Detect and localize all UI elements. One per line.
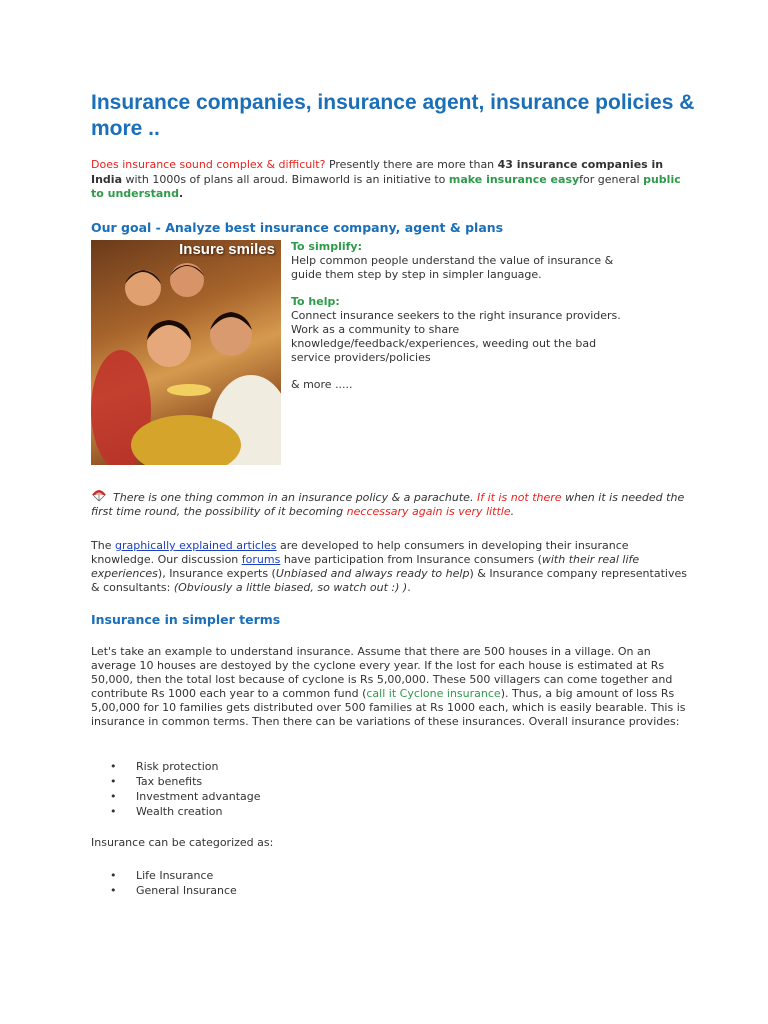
family-illustration <box>91 240 281 465</box>
categories-list <box>110 868 237 898</box>
articles-text-3: have participation from Insurance consumers ( <box>280 553 542 566</box>
cyclone-highlight: call it Cyclone insurance <box>366 687 501 700</box>
parachute-icon <box>91 488 107 500</box>
articles-paragraph <box>91 539 691 595</box>
simpler-paragraph <box>91 645 691 729</box>
list-item: • Wealth creation <box>110 804 261 819</box>
simpler-text-2: ). Thus, a big amount of loss Rs 5,00,000 for 10 families gets distributed over 500 families at Rs 1000 each, which is easily bearable. This is insurance in common terms. Then there can be variations of these insurances. Overall insurance provides: <box>91 687 686 728</box>
simpler-text-1: Let's take an example to understand insurance. Assume that there are 500 houses in a village. On an average 10 houses are destoyed by the cyclone every year. If the lost for each house is estimated at Rs 50,000, then the total lost because of cyclone is Rs 5,00,000. These 500 villagers can come together and contribute Rs 1000 each year to a common fund ( <box>91 645 673 700</box>
goal-heading: Our goal - Analyze best insurance company, agent & plans <box>91 220 504 235</box>
articles-link[interactable]: graphically explained articles <box>114 539 277 552</box>
articles-text-2: are developed to help consumers in developing their insurance knowledge. Our discussion <box>91 539 629 566</box>
intro-paragraph <box>91 158 691 202</box>
list-item: • Life Insurance <box>110 868 237 883</box>
simplify-block <box>291 240 631 282</box>
help-block <box>291 295 631 365</box>
simpler-heading: Insurance in simpler terms <box>91 612 281 627</box>
parachute-quote <box>91 488 691 519</box>
quote-highlight-2: neccessary again is very little <box>346 505 511 518</box>
articles-text-4: ), Insurance experts ( <box>157 567 276 580</box>
goal-description <box>291 240 631 405</box>
page-title: Insurance companies, insurance agent, insurance policies & more .. <box>91 91 695 140</box>
articles-text-6: . <box>407 581 411 594</box>
help-text: Connect insurance seekers to the right insurance providers. Work as a community to share knowledge/feedback/experiences, weeding out the bad service providers/policies <box>291 309 621 364</box>
family-photo <box>91 240 281 465</box>
articles-text-5: ) & Insurance company representatives & consultants: <box>91 567 687 594</box>
intro-highlight-1: make insurance easy <box>448 172 580 186</box>
quote-text-1: There is one thing common in an insurance policy & a parachute. <box>113 491 477 504</box>
photo-caption: Insure smiles <box>179 241 275 258</box>
quote-highlight-1: If it is not there <box>476 491 562 504</box>
quote-text-2: when it is needed the first time round, the possibility of it becoming <box>91 491 685 518</box>
list-item: • Tax benefits <box>110 774 261 789</box>
intro-text-2: with 1000s of plans all aroud. Bimaworld is an initiative to <box>122 172 449 186</box>
help-label: To help: <box>291 295 340 308</box>
intro-text-3: for general <box>579 172 644 186</box>
simplify-text: Help common people understand the value of insurance & guide them step by step in simpler language. <box>291 254 614 281</box>
more-text: & more ..... <box>291 378 353 391</box>
forums-link[interactable]: forums <box>241 553 281 566</box>
intro-highlight-2: public to understand <box>91 172 681 200</box>
intro-text-1: Presently there are more than <box>325 158 498 171</box>
quote-text-3: . <box>510 505 515 518</box>
provides-list <box>110 759 261 819</box>
articles-text-1: The <box>91 539 115 552</box>
list-item: • General Insurance <box>110 883 237 898</box>
articles-italic-3: (Obviously a little biased, so watch out :) ) <box>173 581 408 594</box>
intro-question: Does insurance sound complex & difficult? <box>91 158 326 171</box>
list-item: • Investment advantage <box>110 789 261 804</box>
intro-text-4: . <box>179 187 184 200</box>
articles-italic-1: with their real life experiences <box>91 553 640 580</box>
simplify-label: To simplify: <box>291 240 362 253</box>
intro-count: 43 insurance companies in India <box>91 158 664 186</box>
categorized-text: Insurance can be categorized as: <box>91 836 274 849</box>
list-item: • Risk protection <box>110 759 261 774</box>
articles-italic-2: Unbiased and always ready to help <box>275 567 470 580</box>
